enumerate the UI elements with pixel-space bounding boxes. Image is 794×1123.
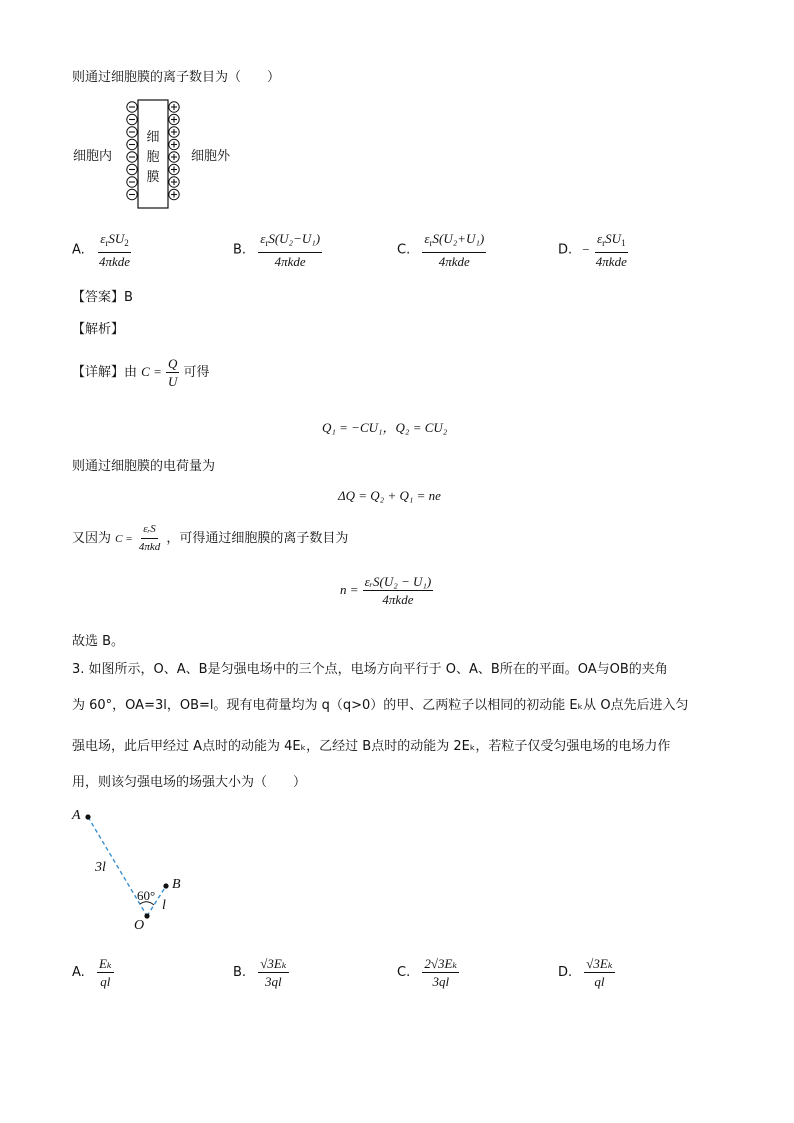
membrane-label (143, 128, 163, 188)
num: √3Eₖ (586, 956, 613, 971)
detail-tail: 可得 (183, 365, 210, 380)
num-rest: SU (605, 231, 622, 246)
again-tail: ，可得通过细胞膜的离子数目为 (166, 531, 349, 546)
plus-charge-icon (169, 189, 179, 199)
q3-option-b-frac (258, 956, 288, 989)
label-a: A (72, 808, 81, 823)
cell-inside-label: 细胞内 (73, 149, 113, 164)
q3-option-c-frac (422, 956, 459, 989)
membrane-char-1: 细 (146, 130, 160, 145)
q2-option-c-frac (422, 231, 486, 269)
again-line (72, 522, 348, 555)
eq3-den: 4πkde (382, 592, 414, 607)
eps-sub: r (602, 238, 606, 248)
label-l: l (162, 898, 166, 913)
again-lhs: C = (115, 533, 133, 545)
analysis-label: 【解析】 (72, 322, 125, 337)
detail-lhs: C = (141, 364, 162, 379)
num-rest: S(U₂−U₁) (268, 231, 321, 246)
q3-option-c[interactable] (397, 956, 459, 989)
q3-option-a[interactable] (72, 956, 114, 989)
q2-option-d-letter: D. (558, 242, 573, 258)
den: 4πkde (274, 254, 306, 269)
q2-option-d-frac (594, 231, 629, 269)
point-o (144, 913, 149, 918)
eq3-num: εᵣS(U₂ − U₁) (364, 574, 432, 589)
detail-line (72, 356, 210, 389)
answer-label: 【答案】B (72, 290, 133, 305)
eps: ε (424, 231, 430, 246)
num-rest-sub: 1 (621, 238, 626, 248)
q2-option-b-frac (258, 231, 322, 269)
minus-charge-icon (127, 189, 137, 199)
num-rest-sub: 2 (124, 238, 129, 248)
den: ql (100, 974, 111, 989)
den: 4πkde (595, 254, 627, 269)
q2-stem-tail: 则通过细胞膜的离子数目为（ ） (72, 70, 281, 85)
equation-1: Q₁ = −CU₁，Q₂ = CU₂ (322, 420, 448, 435)
plus-charge-icon (169, 152, 179, 162)
point-a (85, 814, 90, 819)
label-3l: 3l (95, 860, 106, 875)
detail-frac (166, 356, 179, 389)
eq3-lhs: n = (340, 582, 359, 597)
num: Eₖ (98, 956, 112, 971)
again-den: 4πkd (138, 541, 161, 553)
again-frac (137, 522, 162, 555)
q3-line-4: 用，则该匀强电场的场强大小为（ ） (72, 775, 307, 790)
eps-sub: r (429, 238, 433, 248)
cell-outside-label: 细胞外 (191, 149, 231, 164)
plus-charge-icon (169, 139, 179, 149)
q2-option-a-letter: A. (72, 242, 85, 258)
minus-charge-icon (127, 127, 137, 137)
detail-den: U (168, 374, 178, 389)
minus-charge-icon (127, 177, 137, 187)
q2-option-c-letter: C. (397, 242, 411, 258)
plus-charge-icon (169, 164, 179, 174)
minus-charge-icon (127, 139, 137, 149)
q3-option-d-letter: D. (558, 965, 573, 980)
den: ql (594, 974, 605, 989)
charge-line: 则通过细胞膜的电荷量为 (72, 459, 216, 474)
plus-charges (169, 102, 179, 200)
plus-charge-icon (169, 102, 179, 112)
q3-option-d-frac (584, 956, 614, 989)
q2-option-b[interactable] (233, 231, 322, 269)
q3-option-b-letter: B. (233, 965, 247, 980)
num-rest: S(U₂+U₁) (432, 231, 485, 246)
q3-option-a-letter: A. (72, 965, 85, 980)
q3-line-3: 强电场，此后甲经过 A点时的动能为 4Eₖ，乙经过 B点时的动能为 2Eₖ，若粒子仅受匀强电场的电场力作 (72, 739, 671, 754)
den: 3ql (432, 974, 450, 989)
eps-sub: r (105, 238, 109, 248)
label-angle: 60° (137, 888, 156, 903)
eps: ε (100, 231, 106, 246)
minus-charge-icon (127, 114, 137, 124)
label-b: B (172, 877, 181, 892)
conclusion: 故选 B。 (72, 634, 125, 649)
num-rest: SU (108, 231, 125, 246)
q2-option-d[interactable] (558, 231, 629, 269)
q3-option-c-letter: C. (397, 965, 411, 980)
equation-2: ΔQ = Q₂ + Q₁ = ne (338, 488, 441, 503)
q2-option-a-frac (97, 231, 132, 269)
eq3-frac (363, 574, 434, 607)
equation-3 (340, 574, 433, 607)
q2-option-b-letter: B. (233, 242, 247, 258)
detail-num: Q (168, 356, 178, 371)
q2-option-c[interactable] (397, 231, 486, 269)
den: 3ql (265, 974, 282, 989)
q3-option-a-frac (97, 956, 114, 989)
den: 4πkde (438, 254, 470, 269)
membrane-char-2: 胞 (146, 150, 160, 165)
minus-charge-icon (127, 152, 137, 162)
q3-option-d[interactable] (558, 956, 615, 989)
point-b (163, 883, 168, 888)
minus-charges (127, 102, 137, 200)
again-prefix: 又因为 (72, 531, 112, 546)
eps-sub: r (265, 238, 269, 248)
den: 4πkde (98, 254, 130, 269)
q2-option-d-prefix: − (582, 241, 590, 257)
num: √3Eₖ (260, 956, 287, 971)
minus-charge-icon (127, 102, 137, 112)
again-num: εᵣS (141, 522, 158, 539)
q3-option-b[interactable] (233, 956, 289, 989)
eps: ε (597, 231, 603, 246)
membrane-char-3: 膜 (146, 170, 160, 185)
minus-charge-icon (127, 164, 137, 174)
plus-charge-icon (169, 127, 179, 137)
label-o: O (134, 918, 145, 933)
plus-charge-icon (169, 177, 179, 187)
q3-line-1: 3. 如图所示，O、A、B是匀强电场中的三个点，电场方向平行于 O、A、B所在的平面。OA与OB的夹角 (72, 662, 668, 677)
eps: ε (260, 231, 266, 246)
plus-charge-icon (169, 114, 179, 124)
num: 2√3Eₖ (424, 956, 458, 971)
q2-option-a[interactable] (72, 231, 132, 269)
q3-line-2: 为 60°，OA=3l，OB=l。现有电荷量均为 q（q>0）的甲、乙两粒子以相同的初动能 Eₖ从 O点先后进入匀 (72, 698, 689, 713)
detail-label: 【详解】由 (72, 365, 138, 380)
